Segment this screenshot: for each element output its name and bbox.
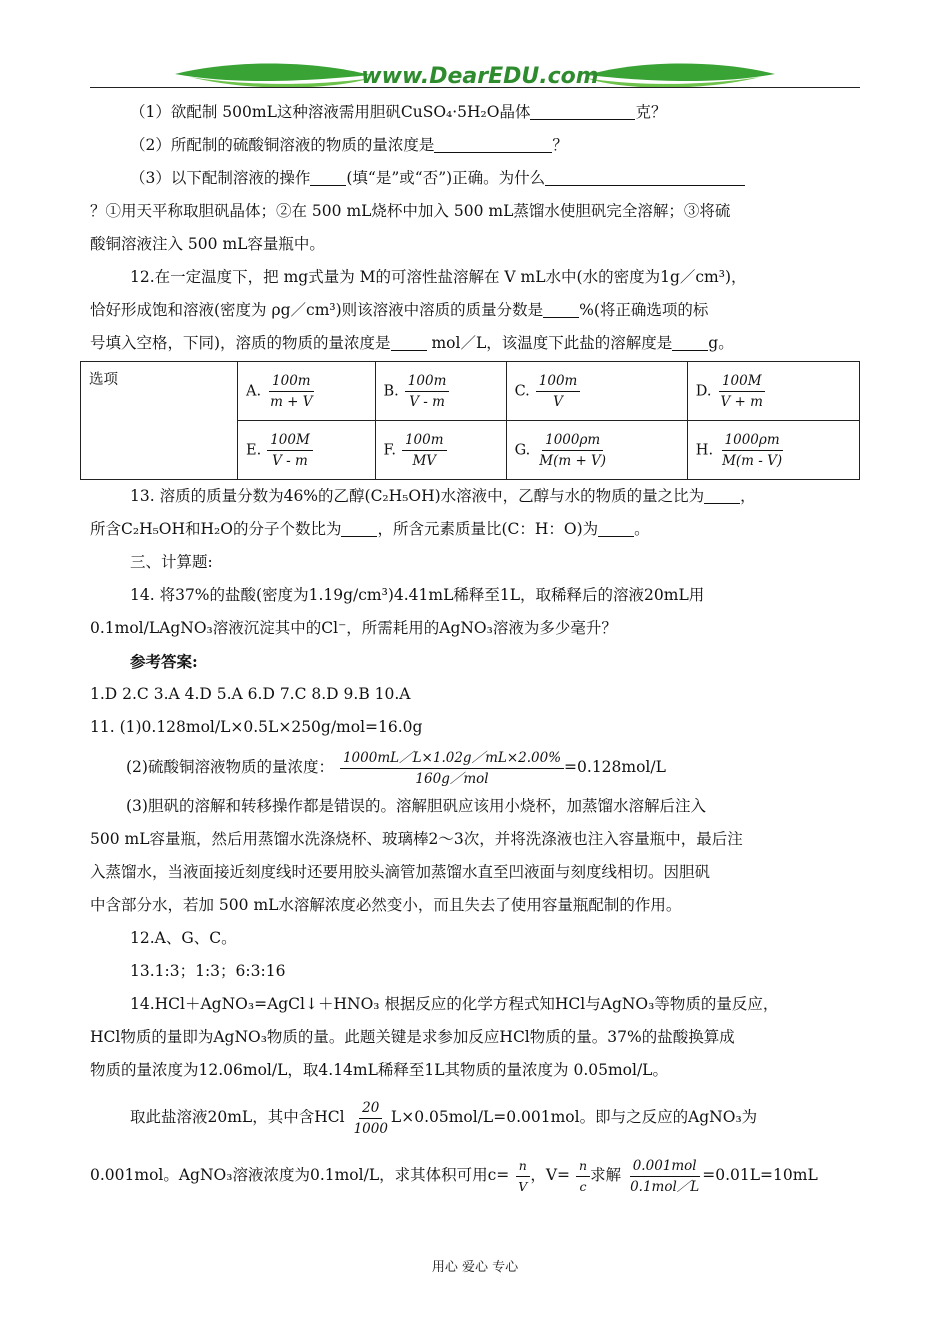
logo-text: www.DearEDU.com	[361, 64, 599, 89]
q11-part1: （1）欲配制 500mL这种溶液需用胆矾CuSO₄·5H₂O晶体 克？	[130, 103, 667, 121]
options-table	[80, 361, 860, 480]
q12-line3: 号填入空格，下同)，溶质的物质的量浓度是 mol／L，该温度下此盐的溶解度是 g。	[90, 334, 734, 352]
answer-blank[interactable]	[704, 485, 740, 504]
q11-part3: （3）以下配制溶液的操作 (填“是”或“否”)正确。为什么	[90, 162, 862, 195]
answer-blank[interactable]	[341, 518, 377, 537]
q11-part2: （2）所配制的硫酸铜溶液的物质的量浓度是 ？	[130, 136, 568, 154]
answer-blank[interactable]	[672, 332, 708, 351]
section-3-title: 三、计算题:	[130, 553, 213, 571]
q12-line1: 12.在一定温度下，把 mg式量为 M的可溶性盐溶解在 V mL水中(水的密度为1g／cm³)，	[130, 268, 747, 286]
header-divider	[90, 87, 860, 88]
q11-part3-end: 酸铜溶液注入 500 mL容量瓶中。	[90, 235, 325, 253]
fraction-20-1000: $\frac{20}{1000}$	[353, 1099, 388, 1137]
fraction-concentration: $\frac{1000mL/L\times 1.02g/mL\times 2.00\%}{\text{160g／mol}}$	[340, 750, 564, 787]
option-e: E. $\frac{100M}{V - m}$	[238, 421, 376, 480]
answer-12: 12.A、G、C。	[130, 929, 237, 947]
document-body	[90, 96, 862, 1203]
answer-11-3-line3: 入蒸馏水，当液面接近刻度线时还要用胶头滴管加蒸馏水直至凹液面与刻度线相切。因胆矾	[90, 863, 711, 881]
answer-blank[interactable]	[434, 134, 552, 153]
option-h: H. $\frac{1000\rho m}{M(m - V)}$	[687, 421, 859, 480]
answer-11-3-line4: 中含部分水，若加 500 mL水溶解浓度必然变小，而且失去了使用容量瓶配制的作用。	[90, 896, 682, 914]
answer-14-line5: 0.001mol。AgNO₃溶液浓度为0.1mol/L，求其体积可用c= $\frac{n}{V}$ ，V= $\frac{n}{c}$ 求解 $\frac{\text{0.001mol}}{\text{0.1mol／L}}$ =0.01L=10mL	[90, 1157, 818, 1195]
fraction-result: $\frac{\text{0.001mol}}{\text{0.1mol／L}}$	[630, 1157, 700, 1195]
answer-blank[interactable]	[545, 167, 745, 186]
answer-14-line1: 14.HCl＋AgNO₃=AgCl↓＋HNO₃ 根据反应的化学方程式知HCl与AgNO₃等物质的量反应，	[130, 995, 779, 1013]
q14-line1: 14. 将37%的盐酸(密度为1.19g/cm³)4.41mL稀释至1L，取稀释后的溶液20mL用	[130, 586, 705, 604]
option-b: B. $\frac{100m}{V - m}$	[375, 362, 506, 421]
q13-line2: 所含C₂H₅OH和H₂O的分子个数比为 ，所含元素质量比(C：H：O)为 。	[90, 520, 650, 538]
answer-13: 13.1:3；1:3；6:3:16	[130, 962, 286, 980]
option-f: F. $\frac{100m}{MV}$	[375, 421, 506, 480]
page-footer: 用心 爱心 专心	[431, 1260, 519, 1275]
answer-11-3-line1: (3)胆矾的溶解和转移操作都是错误的。溶解胆矾应该用小烧杯，加蒸馏水溶解后注入	[126, 797, 706, 815]
options-label: 选项	[81, 362, 238, 480]
q12-line2: 恰好形成饱和溶液(密度为 ρg／cm³)则该溶液中溶质的质量分数是 %(将正确选项的标	[90, 301, 709, 319]
q14-line2: 0.1mol/LAgNO₃溶液沉淀其中的Cl⁻，所需耗用的AgNO₃溶液为多少毫升？	[90, 619, 617, 637]
answers-title: 参考答案:	[130, 652, 198, 671]
answer-blank[interactable]	[543, 299, 579, 318]
fraction-v: $\frac{n}{c}$	[576, 1158, 590, 1195]
option-a: A. $\frac{100m}{m + V}$	[238, 362, 376, 421]
answer-11-2: (2)硫酸铜溶液物质的量浓度： $\frac{1000mL/L\times 1.02g/mL\times 2.00\%}{\text{160g／mol}}$ =0.128mol/L	[126, 749, 666, 787]
answer-11-3-line2: 500 mL容量瓶，然后用蒸馏水洗涤烧杯、玻璃棒2～3次，并将洗涤液也注入容量瓶中，最后注	[90, 830, 743, 848]
answer-14-line3: 物质的量浓度为12.06mol/L，取4.14mL稀释至1L其物质的量浓度为 0.05mol/L。	[90, 1061, 668, 1079]
q11-part3-cont: ？①用天平称取胆矾晶体；②在 500 mL烧杯中加入 500 mL蒸馏水使胆矾完全溶解；③将硫	[90, 202, 731, 220]
answer-14-line4: 取此盐溶液20mL，其中含HCl $\frac{20}{1000}$ L×0.05mol/L=0.001mol。即与之反应的AgNO₃为	[130, 1099, 758, 1137]
answer-blank[interactable]	[310, 167, 346, 186]
answer-14-line2: HCl物质的量即为AgNO₃物质的量。此题关键是求参加反应HCl物质的量。37%的盐酸换算成	[90, 1028, 735, 1046]
answers-1-10: 1.D 2.C 3.A 4.D 5.A 6.D 7.C 8.D 9.B 10.A	[90, 685, 411, 703]
fraction-c: $\frac{n}{V}$	[515, 1158, 530, 1195]
option-g: G. $\frac{1000\rho m}{M(m + V)}$	[506, 421, 687, 480]
answer-blank[interactable]	[391, 332, 427, 351]
option-d: D. $\frac{100M}{V + m}$	[687, 362, 859, 421]
option-c: C. $\frac{100m}{V}$	[506, 362, 687, 421]
answer-blank[interactable]	[598, 518, 634, 537]
answer-11-1: 11. (1)0.128mol/L×0.5L×250g/mol=16.0g	[90, 718, 423, 736]
q13-line1: 13. 溶质的质量分数为46%的乙醇(C₂H₅OH)水溶液中，乙醇与水的物质的量之比为 ，	[130, 487, 756, 505]
answer-blank[interactable]	[530, 101, 635, 120]
